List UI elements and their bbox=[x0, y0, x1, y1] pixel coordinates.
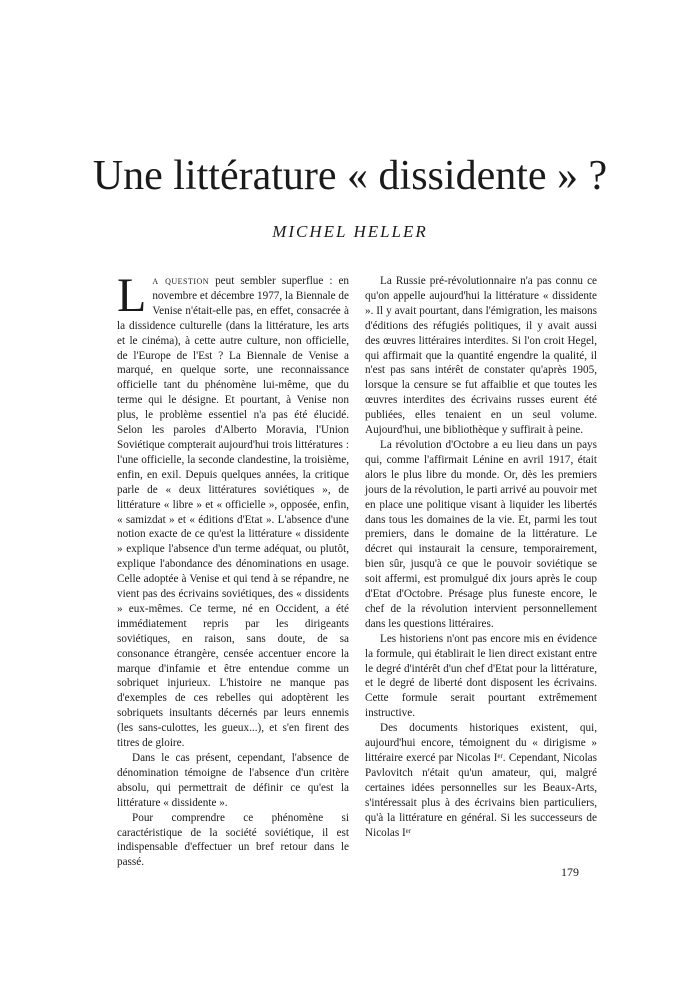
text-column-left bbox=[117, 269, 349, 870]
article-author: MICHEL HELLER bbox=[272, 222, 428, 241]
text-column-right bbox=[365, 274, 597, 840]
paragraph bbox=[117, 269, 349, 751]
paragraph: La révolution d'Octobre a eu lieu dans un pays qui, comme l'affirmait Lénine en avril 1917, était alors le plus libre du monde. Or, dès les premiers jours de la révolution, le parti arrivé au pouvoir met en place une politique visant à liquider les libertés dans tous les domaines de la vie. Et, parmi les tout premiers, dans le domaine de la littérature. Le décret qui instaurait la censure, temporairement, bien sûr, jusqu'à ce que le pouvoir soviétique se soit affermi, est promulgué dix jours après le coup d'Etat d'Octobre. Présage plus funeste encore, le chef de la révolution intervient personnellement dans les questions littéraires. bbox=[365, 438, 597, 630]
lead-in-smallcaps: a question bbox=[152, 275, 210, 287]
page-number: 179 bbox=[561, 865, 579, 879]
paragraph: Dans le cas présent, cependant, l'absence de dénomination témoigne de l'absence d'un critère absolu, qui permettrait de définir ce qu'est la littérature « dissidente ». bbox=[117, 752, 349, 809]
paragraph: Les historiens n'ont pas encore mis en évidence la formule, qui établirait le lien direct existant entre le degré d'intérêt d'un chef d'Etat pour la littérature, et le degré de liberté dont disposent les écrivains. Cette formule serait pourtant extrêmement instructive. bbox=[365, 632, 597, 720]
paragraph: La Russie pré-révolutionnaire n'a pas connu ce qu'on appelle aujourd'hui la littérature « dissidente ». Il y avait pourtant, dans l'émigration, les maisons d'éditions des réfugiés politiques, il y avait aussi des œuvres littéraires interdites. Si l'on croit Hegel, qui affirmait que la quantité engendre la qualité, il n'est pas sans intérêt de constater qu'après 1905, lorsque la censure se fut affaiblie et que toutes les œuvres interdites des écrivains russes eurent été publiées, elles tenaient en un seul volume. Aujourd'hui, une bibliothèque y suffirait à peine. bbox=[365, 275, 597, 437]
article-title: Une littérature « dissidente » ? bbox=[92, 153, 608, 199]
paragraph-text: peut sembler superflue : en novembre et décembre 1977, la Biennale de Venise n'était-elle pas, en effet, consacrée à la dissidence culturelle (dans la littérature, les arts et le cinéma), à cette autre culture, non officielle, de l'Europe de l'Est ? La Biennale de Venise a marqué, en quelque sorte, une reconnaissance officielle tant du phénomène lui-même, que du terme qui le désigne. Et pourtant, à Venise non plus, le problème essentiel n'a pas été élucidé. Selon les paroles d'Alberto Moravia, l'Union Soviétique compterait aujourd'hui trois littératures : l'une officielle, la seconde clandestine, la troisième, enfin, en exil. Depuis quelques années, la critique parle de « deux littératures soviétiques », de littérature « libre » et « officielle », opposée, enfin, « samizdat » et « éditions d'Etat ». L'absence d'une notion exacte de ce qu'est la littérature « dissidente » explique l'absence d'un terme adéquat, ou plutôt, explique l'abondance des dénominations en usage. Celle adoptée à Venise et qui tend à se répandre, ne vient pas des écrivains soviétiques, des « dissidents » eux-mêmes. Ce terme, né en Occident, a été immédiatement repris par les dirigeants soviétiques, en raison, sans doute, de sa consonance étrangère, censée accentuer encore la marque d'infamie et être entendue comme un sobriquet injurieux. L'histoire ne manque pas d'exemples de ces rebelles qui adoptèrent les sobriquets insultants décernés par leurs ennemis (les sans-culottes, les gueux...), et s'en firent des titres de gloire. bbox=[117, 275, 349, 750]
paragraph: Pour comprendre ce phénomène si caractéristique de la société soviétique, il est indispensable d'effectuer un bref retour dans le passé. bbox=[117, 811, 349, 869]
drop-cap: L bbox=[117, 269, 147, 322]
paragraph: Des documents historiques existent, qui, aujourd'hui encore, témoignent du « dirigisme » littéraire exercé par Nicolas Iᵉʳ. Cependant, Nicolas Pavlovitch n'était qu'un amateur, qui, malgré certaines idées personnelles sur les Beaux-Arts, s'intéressait plus à des écrivains bien particuliers, qu'à la littérature en général. Si les successeurs de Nicolas Iᵉʳ bbox=[365, 722, 597, 839]
